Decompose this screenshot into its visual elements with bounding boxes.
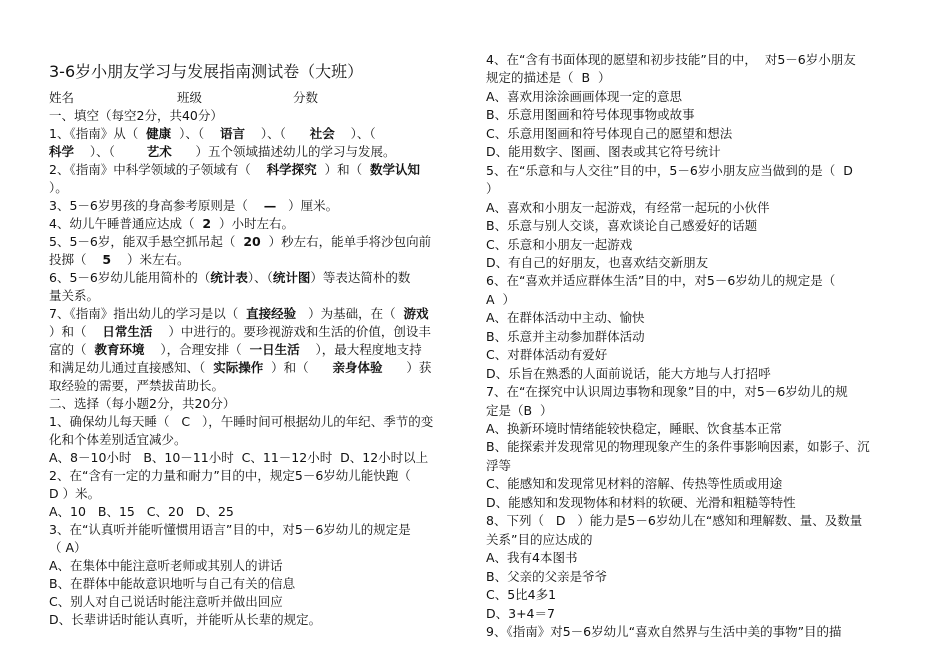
answer-text: 语言 <box>220 126 246 141</box>
answer-text: 20 <box>243 234 261 249</box>
text-segment: A ） <box>486 291 515 307</box>
text-segment: C、5比4多1 <box>486 587 557 603</box>
answer-text: 日常生活 <box>102 324 153 339</box>
right-line <box>486 273 835 289</box>
answer-text: 一日生活 <box>249 342 300 357</box>
left-line <box>49 504 234 520</box>
left-line <box>49 144 396 160</box>
right-line <box>486 126 732 142</box>
text-segment: ）和（ <box>49 324 103 339</box>
text-segment: 3、在“认真听并能听懂惯用语言”目的中，对5－6岁幼儿的规定是 <box>49 522 411 537</box>
left-line <box>49 198 338 214</box>
text-segment: 一、填空（每空2分，共40分） <box>49 108 223 123</box>
text-segment: B、在群体中能故意识地听与自己有关的信息 <box>49 576 296 591</box>
right-line <box>486 347 607 363</box>
text-segment: 2、《指南》中科学领域的子领域有（ <box>49 162 267 177</box>
text-segment: D ）米。 <box>49 486 101 501</box>
text-segment: 关系”目的应达成的 <box>486 531 593 547</box>
text-segment: ）、（ <box>334 126 376 141</box>
left-line <box>49 594 283 610</box>
answer-text: 游戏 <box>403 306 429 321</box>
text-segment: B、能探索并发现常见的物理现象产生的条件事影响因素，如影子、沉 <box>486 439 870 455</box>
text-segment: D、长辈讲话时能认真听，并能听从长辈的规定。 <box>49 612 322 627</box>
right-line <box>486 163 853 179</box>
right-line <box>486 310 645 326</box>
left-line <box>49 450 428 466</box>
left-line <box>49 360 431 376</box>
text-segment: 5、在“乐意和与人交往”目的中，5－6岁小朋友应当做到的是（ D <box>486 162 853 178</box>
text-segment: ）。 <box>49 180 68 195</box>
answer-text: 社会 <box>309 126 335 141</box>
right-line <box>486 107 695 123</box>
text-segment: 1、确保幼儿每天睡（ C ），午睡时间可根据幼儿的年纪、季节的变 <box>49 414 434 429</box>
text-segment: ） <box>486 181 499 197</box>
left-line <box>49 324 431 340</box>
right-line <box>486 237 632 253</box>
left-line <box>49 468 411 484</box>
text-segment: （ A） <box>49 540 87 555</box>
text-segment: A、8－10小时 B、10－11小时 C、11－12小时 D、12小时以上 <box>49 450 429 465</box>
left-line <box>49 126 376 142</box>
right-line <box>486 495 796 511</box>
left-line <box>49 108 223 124</box>
left-line <box>49 396 235 412</box>
answer-text: 直接经验 <box>246 306 297 321</box>
left-line <box>49 252 190 268</box>
text-segment: ）米左右。 <box>111 252 190 267</box>
right-line <box>486 384 848 400</box>
right-line <box>486 181 499 197</box>
text-segment: ）厘米。 <box>276 198 339 213</box>
right-line <box>486 70 610 86</box>
text-segment: 6、5－6岁幼儿能用简朴的（ <box>49 270 211 285</box>
right-line <box>486 458 511 474</box>
text-segment: 9、《指南》对5－6岁幼儿“喜欢自然界与生活中美的事物”目的描 <box>486 623 842 639</box>
right-line <box>486 255 708 271</box>
text-segment: A、换新环境时情绪能较快稳定，睡眠、饮食基本正常 <box>486 421 783 436</box>
text-segment: ）五个领域描述幼儿的学习与发展。 <box>171 144 396 159</box>
text-segment: C、对群体活动有爱好 <box>486 347 608 363</box>
text-segment: ）、（ <box>171 126 221 141</box>
text-segment: 二、选择（每小题2分，共20分） <box>49 396 236 411</box>
text-segment: D、乐旨在熟悉的人面前说话，能大方地与人打招呼 <box>486 365 771 381</box>
left-line <box>49 180 68 196</box>
right-line <box>486 550 578 566</box>
answer-text: 科学 <box>49 144 75 159</box>
answer-text: 统计表 <box>210 270 248 285</box>
left-line <box>49 414 433 430</box>
left-line <box>49 612 321 628</box>
text-segment: 2、在“含有一定的力量和耐力”目的中，规定5－6岁幼儿能快跑（ <box>49 468 411 483</box>
right-line <box>486 218 757 234</box>
text-segment: ）、（ <box>247 270 273 285</box>
score-label: 分数 <box>293 90 319 105</box>
left-line <box>49 306 429 322</box>
answer-text: 教育环境 <box>94 342 145 357</box>
text-segment: ）小时左右。 <box>211 216 295 231</box>
text-segment: ）、（ <box>245 126 310 141</box>
text-segment: ）、（ <box>74 144 147 159</box>
right-line <box>486 89 682 105</box>
text-segment: 量关系。 <box>49 288 100 303</box>
left-line <box>49 486 100 502</box>
left-line <box>49 576 295 592</box>
page-title: 3-6岁小朋友学习与发展指南测试卷（大班） <box>49 62 364 81</box>
right-line <box>486 144 721 160</box>
text-segment: 投掷（ <box>49 252 103 267</box>
right-line <box>486 439 870 455</box>
text-segment: C、乐意用图画和符号体现自己的愿望和想法 <box>486 125 733 141</box>
text-segment: B、乐意用图画和符号体现事物或故事 <box>486 107 695 123</box>
left-line <box>49 234 431 250</box>
text-segment: C、能感知和发现常见材料的溶解、传热等性质或用途 <box>486 476 783 492</box>
text-segment: 取经验的需要，严禁拔苗助长。 <box>49 378 225 393</box>
left-line <box>49 540 87 556</box>
right-line <box>486 366 771 382</box>
text-segment: 浮等 <box>486 457 512 473</box>
text-segment: 3、5－6岁男孩的身高参考原则是（ <box>49 198 264 213</box>
answer-text: 科学探究 <box>266 162 317 177</box>
text-segment: 8、下列（ D ）能力是5－6岁幼儿在“感知和理解数、量、及数量 <box>486 513 863 529</box>
right-line <box>486 532 592 548</box>
right-line <box>486 200 770 216</box>
right-line <box>486 421 782 437</box>
text-segment: 富的（ <box>49 342 95 357</box>
text-segment: 7、在“在探究中认识周边事物和现象”目的中，对5－6岁幼儿的规 <box>486 384 848 400</box>
text-segment: 4、幼儿午睡普通应达成（ <box>49 216 203 231</box>
answer-text: 实际操作 <box>213 360 264 375</box>
text-segment: ）中进行的。要珍视游戏和生活的价值，创设丰 <box>152 324 431 339</box>
answer-text: 数学认知 <box>370 162 421 177</box>
left-line <box>49 216 294 232</box>
text-segment: A、喜欢用涂涂画画体现一定的意思 <box>486 88 683 104</box>
right-line <box>486 403 553 419</box>
left-line <box>49 522 411 538</box>
text-segment: 化和个体差别适宜减少。 <box>49 432 187 447</box>
text-segment: A、10 B、15 C、20 D、25 <box>49 504 234 519</box>
text-segment: ）获 <box>382 360 432 375</box>
right-line <box>486 476 782 492</box>
text-segment: ），最大程度地支持 <box>299 342 422 357</box>
left-line <box>49 270 410 286</box>
answer-text: 统计图 <box>272 270 311 285</box>
right-line <box>486 513 862 529</box>
left-line <box>49 162 420 178</box>
text-segment: 定是（B ） <box>486 402 553 418</box>
text-segment: A、喜欢和小朋友一起游戏，有经常一起玩的小伙伴 <box>486 199 770 215</box>
answer-text: 2 <box>202 216 212 231</box>
text-segment: A、在集体中能注意听老师或其别人的讲话 <box>49 558 283 573</box>
text-segment: ）为基础，在（ <box>296 306 404 321</box>
left-line <box>49 558 283 574</box>
text-segment: D、有自己的好朋友，也喜欢结交新朋友 <box>486 254 709 270</box>
left-line <box>49 342 422 358</box>
text-segment: B、乐意并主动参加群体活动 <box>486 328 645 344</box>
text-segment: D、3+4＝7 <box>486 605 555 621</box>
text-segment: 规定的描述是（ B ） <box>486 70 611 86</box>
text-segment: 和满足幼儿通过直接感知、（ <box>49 360 214 375</box>
text-segment: D、能感知和发现物体和材料的软硬、光滑和粗糙等特性 <box>486 494 796 510</box>
text-segment: 6、在“喜欢并适应群体生活”目的中，对5－6岁幼儿的规定是（ <box>486 273 836 289</box>
text-segment: ）等表达简朴的数 <box>310 270 411 285</box>
name-label: 姓名 <box>49 90 75 105</box>
right-line <box>486 52 856 68</box>
text-segment: ），合理安排（ <box>144 342 250 357</box>
text-segment: B、父亲的父亲是爷爷 <box>486 568 608 584</box>
text-segment: A、我有4本图书 <box>486 550 578 566</box>
right-line <box>486 292 515 308</box>
right-line <box>486 606 555 622</box>
text-segment: A、在群体活动中主动、愉快 <box>486 310 645 326</box>
text-segment: ）秒左右，能单手将沙包向前 <box>260 234 432 249</box>
text-segment: 5、5－6岁，能双手悬空抓吊起（ <box>49 234 244 249</box>
text-segment: ）和（ <box>263 360 333 375</box>
right-line <box>486 329 645 345</box>
answer-text: 亲身体验 <box>332 360 383 375</box>
left-line <box>49 288 99 304</box>
text-segment: 7、《指南》指出幼儿的学习是以（ <box>49 306 247 321</box>
answer-text: 5 <box>102 252 112 267</box>
text-segment: 1、《指南》从（ <box>49 126 147 141</box>
text-segment: 4、在“含有书面体现的愿望和初步技能”目的中， 对5－6岁小朋友 <box>486 52 856 67</box>
text-segment: C、别人对自己说话时能注意听并做出回应 <box>49 594 283 609</box>
answer-text: 健康 <box>146 126 172 141</box>
text-segment: ）和（ <box>316 162 371 177</box>
right-line <box>486 569 607 585</box>
text-segment: B、乐意与别人交谈，喜欢谈论自己感爱好的话题 <box>486 218 758 234</box>
text-segment: D、能用数字、图画、图表或其它符号统计 <box>486 144 721 160</box>
right-line <box>486 587 556 603</box>
right-line <box>486 624 842 640</box>
left-line <box>49 432 187 448</box>
answer-text: — <box>263 198 277 213</box>
class-label: 班级 <box>177 90 203 105</box>
answer-text: 艺术 <box>146 144 172 159</box>
text-segment: C、乐意和小朋友一起游戏 <box>486 236 633 252</box>
left-line <box>49 378 224 394</box>
